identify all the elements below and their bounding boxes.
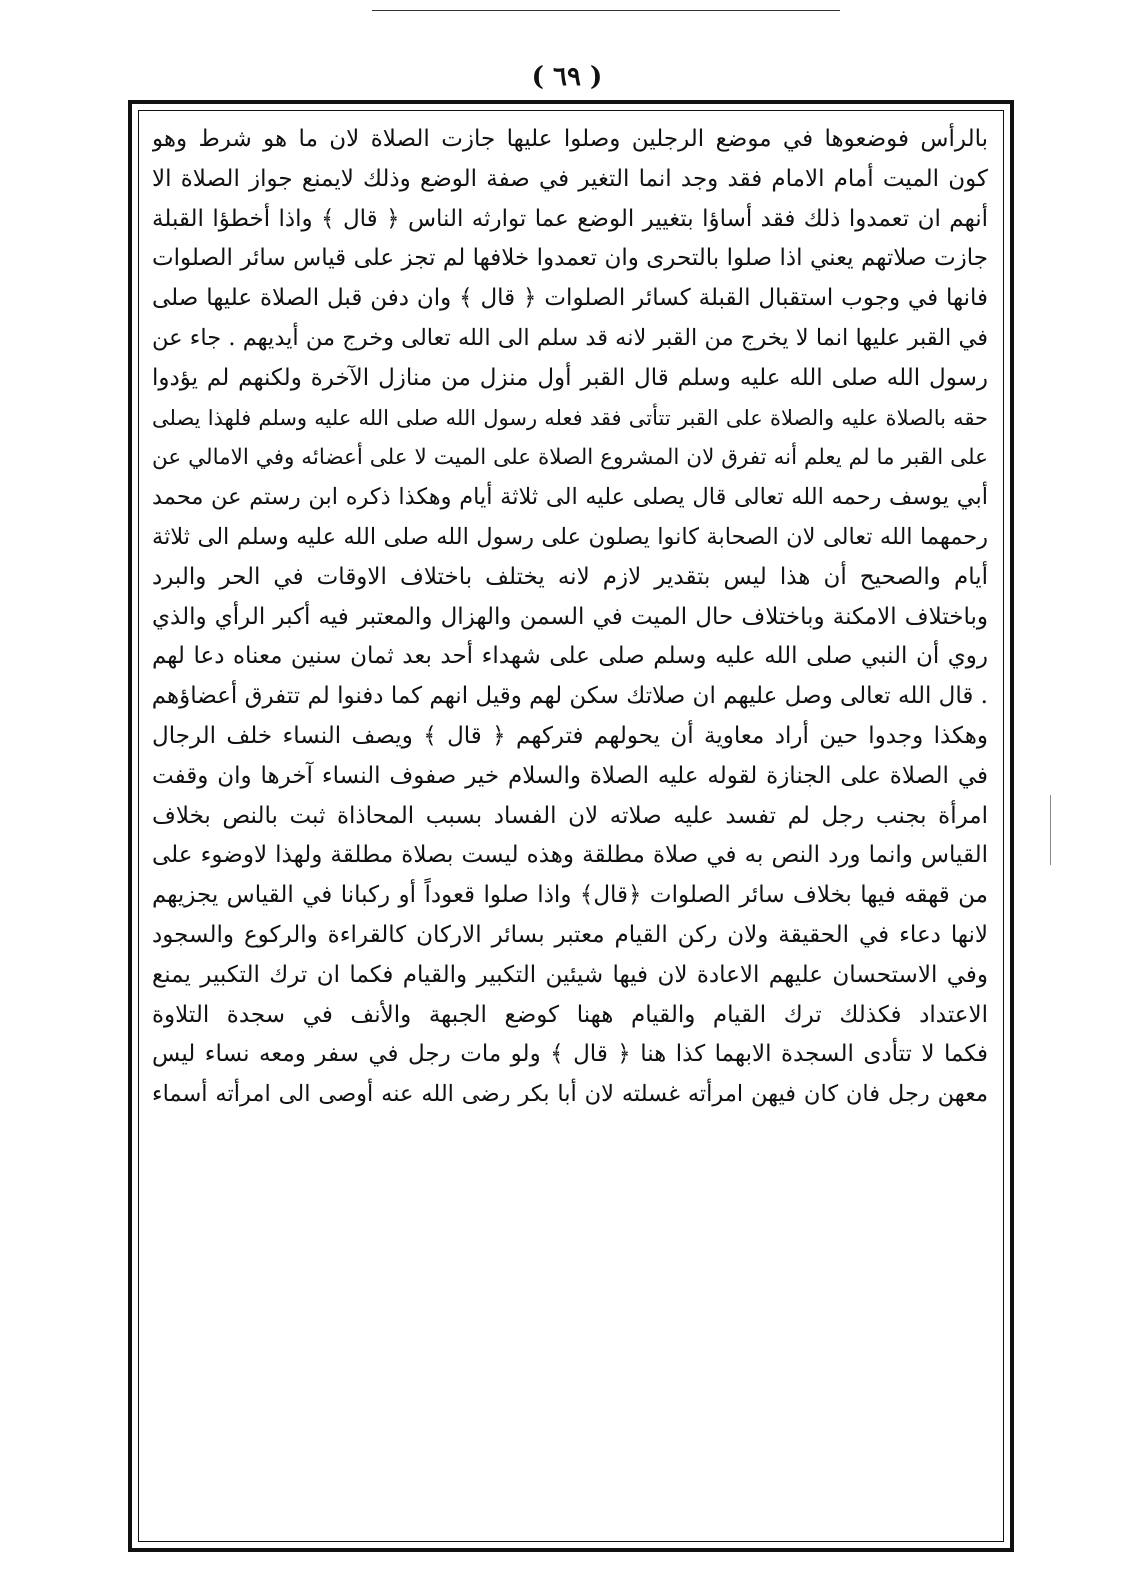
text-line: وهكذا وجدوا حين أراد معاوية أن يحولهم فتركهم ﴿ قال ﴾ ويصف النساء خلف الرجال	[152, 722, 988, 749]
page-frame	[128, 100, 1014, 1552]
text-line: حقه بالصلاة عليه والصلاة على القبر تتأتى فقد فعله رسول الله صلى الله عليه وسلم فلهذا يصلى	[152, 405, 988, 430]
text-line: كون الميت أمام الامام فقد وجد انما التغير في صفة الوضع وذلك لايمنع جواز الصلاة الا	[152, 165, 988, 192]
text-line: امرأة بجنب رجل لم تفسد عليه صلاته لان الفساد بسبب المحاذاة ثبت بالنص بخلاف	[152, 802, 988, 829]
text-line: رسول الله صلى الله عليه وسلم قال القبر أول منزل من منازل الآخرة ولكنهم لم يؤدوا	[152, 364, 988, 391]
body-text	[152, 120, 988, 1115]
text-line: معهن رجل فان كان فيهن امرأته غسلته لان أبا بكر رضى الله عنه أوصى الى امرأته أسماء	[152, 1081, 988, 1108]
text-line: . قال الله تعالى وصل عليهم ان صلاتك سكن لهم وقيل انهم كما دفنوا لم تتفرق أعضاؤهم	[152, 683, 988, 710]
text-line: أنهم ان تعمدوا ذلك فقد أساؤا بتغيير الوضع عما توارثه الناس ﴿ قال ﴾ واذا أخطؤا القبلة	[152, 205, 988, 232]
text-line: روي أن النبي صلى الله عليه وسلم صلى على شهداء أحد بعد ثمان سنين معناه دعا لهم	[152, 643, 988, 670]
text-line: أيام والصحيح أن هذا ليس بتقدير لازم لانه يختلف باختلاف الاوقات في الحر والبرد	[152, 563, 988, 590]
text-line: لانها دعاء في الحقيقة ولان ركن القيام معتبر بسائر الاركان كالقراءة والركوع والسجود	[152, 921, 988, 948]
text-line: في الصلاة على الجنازة لقوله عليه الصلاة والسلام خير صفوف النساء آخرها وان وقفت	[152, 762, 988, 789]
page-number: ( ٦٩ )	[531, 62, 603, 92]
text-line: رحمهما الله تعالى لان الصحابة كانوا يصلون على رسول الله صلى الله عليه وسلم الى ثلاثة	[152, 523, 988, 550]
text-line: فكما لا تتأدى السجدة الابهما كذا هنا ﴿ قال ﴾ ولو مات رجل في سفر ومعه نساء ليس	[152, 1041, 988, 1068]
text-line: الاعتداد فكذلك ترك القيام والقيام ههنا كوضع الجبهة والأنف في سجدة التلاوة	[152, 1001, 988, 1028]
text-line: وباختلاف الامكنة وباختلاف حال الميت في السمن والهزال والمعتبر فيه أكبر الرأي والذي	[152, 603, 988, 630]
margin-mark	[1050, 795, 1051, 865]
text-line: في القبر عليها انما لا يخرج من القبر لانه قد سلم الى الله تعالى وخرج من أيديهم . جاء عن	[152, 324, 988, 351]
text-line: على القبر ما لم يعلم أنه تفرق لان المشروع الصلاة على الميت لا على أعضائه وفي الامالي عن	[152, 445, 988, 471]
text-line: بالرأس فوضعوها في موضع الرجلين وصلوا عليها جازت الصلاة لان ما هو شرط وهو	[152, 126, 988, 152]
top-rule	[372, 10, 840, 11]
text-line: أبي يوسف رحمه الله تعالى قال يصلى عليه الى ثلاثة أيام وهكذا ذكره ابن رستم عن محمد	[152, 484, 988, 511]
text-line: القياس وانما ورد النص به في صلاة مطلقة وهذه ليست بصلاة مطلقة ولهذا لاوضوء على	[152, 842, 988, 869]
text-line: من قهقه فيها بخلاف سائر الصلوات ﴿قال﴾ واذا صلوا قعوداً أو ركبانا في القياس يجزيهم	[152, 882, 988, 909]
text-line: فانها في وجوب استقبال القبلة كسائر الصلوات ﴿ قال ﴾ وان دفن قبل الصلاة عليها صلى	[152, 285, 988, 312]
text-line: جازت صلاتهم يعني اذا صلوا بالتحرى وان تعمدوا خلافها لم تجز على قياس سائر الصلوات	[152, 245, 988, 272]
text-line: وفي الاستحسان عليهم الاعادة لان فيها شيئين التكبير والقيام فكما ان ترك التكبير يمنع	[152, 961, 988, 988]
